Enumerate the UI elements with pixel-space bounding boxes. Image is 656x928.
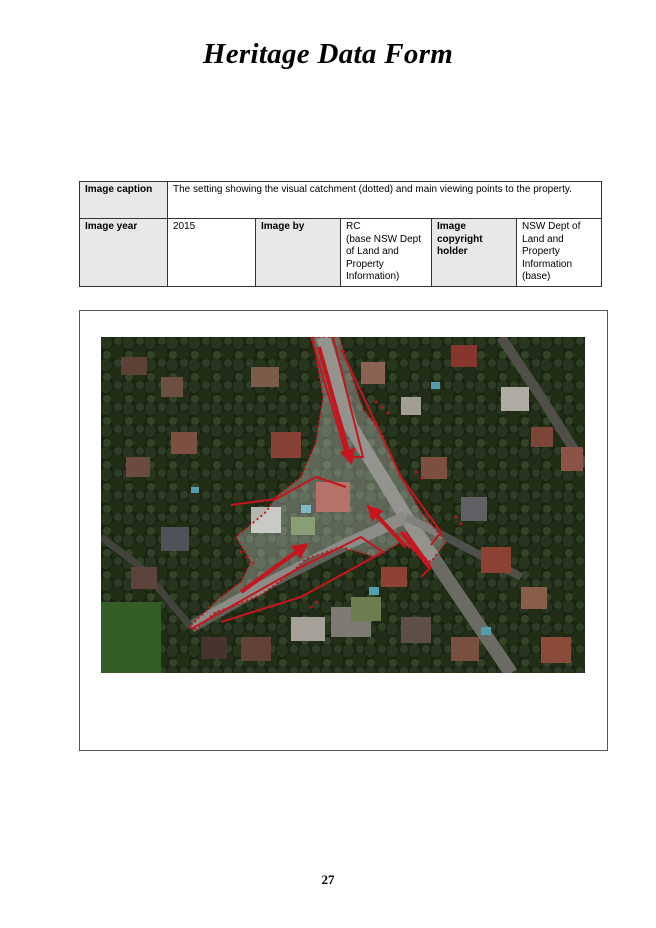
table-row bbox=[80, 219, 602, 287]
aerial-photo bbox=[101, 337, 585, 673]
image-by-value-line2: (base NSW Dept of Land and Property Information) bbox=[346, 233, 422, 282]
image-copyright-label: Image copyright holder bbox=[432, 219, 517, 287]
image-caption-label: Image caption bbox=[80, 182, 168, 219]
image-year-label: Image year bbox=[80, 219, 168, 287]
image-year-value: 2015 bbox=[168, 219, 256, 287]
image-by-label: Image by bbox=[256, 219, 341, 287]
page-number: 27 bbox=[321, 872, 335, 887]
image-metadata-table bbox=[79, 181, 602, 287]
image-caption-value: The setting showing the visual catchment (dotted) and main viewing points to the property. bbox=[168, 182, 602, 219]
table-row bbox=[80, 182, 602, 219]
image-by-value bbox=[341, 219, 432, 287]
image-by-value-line1: RC bbox=[346, 221, 361, 232]
page-title: Heritage Data Form bbox=[202, 38, 454, 70]
image-copyright-value: NSW Dept of Land and Property Information (base) bbox=[517, 219, 602, 287]
